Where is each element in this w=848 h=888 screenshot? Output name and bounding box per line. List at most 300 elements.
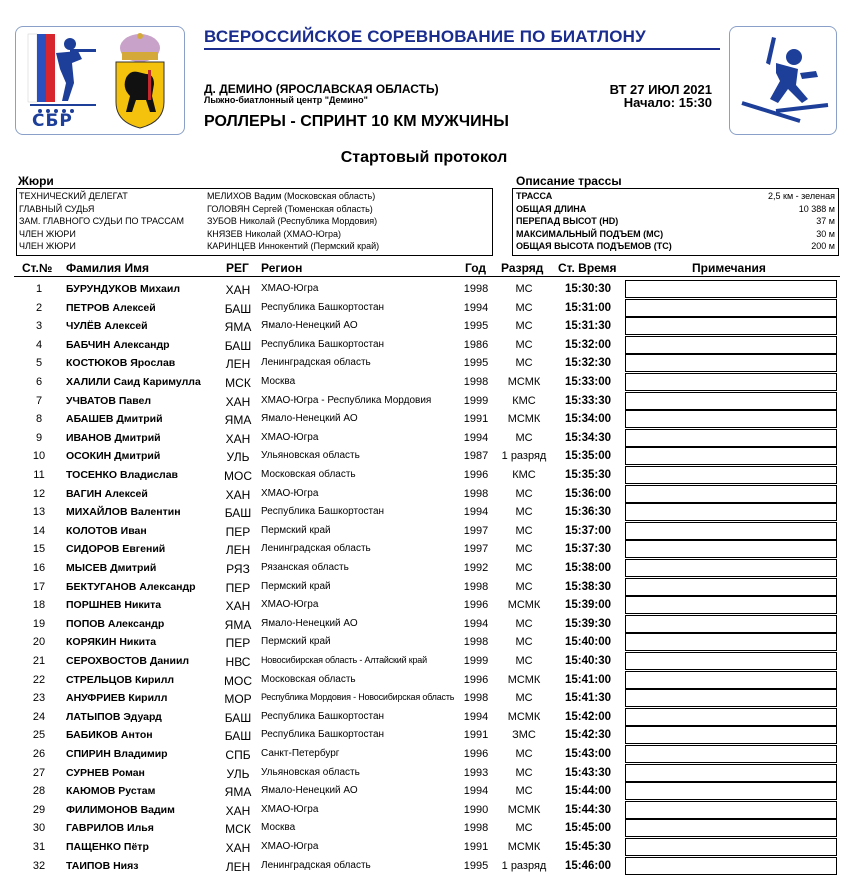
table-row	[0, 708, 848, 727]
athlete-name: ВАГИН Алексей	[66, 487, 148, 500]
athlete-birth-year: 1994	[463, 710, 489, 723]
jury-role: ЧЛЕН ЖЮРИ	[19, 241, 76, 252]
athlete-start-time: 15:44:00	[564, 785, 612, 798]
notes-cell[interactable]	[625, 466, 837, 484]
athlete-start-time: 15:43:00	[564, 748, 612, 760]
course-label: ОБЩАЯ ВЫСОТА ПОДЪЕМОВ (TC)	[516, 241, 672, 252]
athlete-start-number: 8	[35, 413, 43, 426]
col-header-notes: Примечания	[692, 261, 766, 275]
athlete-region: ХМАО-Югра	[261, 803, 319, 815]
athlete-region-code: ХАН	[225, 283, 251, 297]
athlete-rank: 1 разряд	[501, 859, 547, 872]
notes-cell[interactable]	[625, 708, 837, 726]
athlete-birth-year: 1995	[463, 859, 489, 872]
athlete-region: Республика Мордовия - Новосибирская область	[261, 692, 455, 703]
athlete-region-code: МОС	[224, 469, 252, 483]
athlete-start-time: 15:33:00	[564, 376, 612, 388]
athlete-region-code: ЛЕН	[225, 859, 251, 874]
table-row	[0, 652, 848, 671]
athlete-region: Республика Башкортостан	[261, 506, 385, 518]
athlete-region-code: ЛЕН	[225, 357, 251, 372]
athlete-start-number: 22	[32, 673, 46, 686]
athlete-name: ТАИПОВ Нияз	[66, 859, 139, 872]
athlete-name: ОСОКИН Дмитрий	[66, 450, 161, 463]
athlete-start-time: 15:40:30	[564, 655, 612, 667]
athlete-birth-year: 1996	[463, 748, 489, 760]
athlete-region: Ленинградская область	[261, 357, 371, 369]
athlete-start-time: 15:45:30	[564, 841, 612, 853]
athlete-start-number: 1	[35, 283, 43, 295]
table-row	[0, 317, 848, 336]
athlete-start-number: 10	[32, 450, 46, 463]
table-row	[0, 633, 848, 652]
notes-cell[interactable]	[625, 615, 837, 633]
athlete-birth-year: 1997	[463, 524, 489, 537]
col-header-no: Ст.№	[22, 261, 53, 275]
athlete-region-code: ПЕР	[225, 580, 251, 595]
athlete-region-code: МОР	[224, 692, 252, 707]
notes-cell[interactable]	[625, 559, 837, 577]
notes-cell[interactable]	[625, 633, 837, 651]
notes-cell[interactable]	[625, 596, 837, 614]
athlete-rank: МС	[515, 283, 533, 295]
athlete-region: Республика Башкортостан	[261, 710, 385, 722]
athlete-rank: МС	[515, 822, 533, 835]
athlete-region-code: БАШ	[224, 301, 252, 316]
jury-role: ЗАМ. ГЛАВНОГО СУДЬИ ПО ТРАССАМ	[19, 216, 185, 227]
athlete-region: Ямало-Ненецкий АО	[261, 785, 358, 797]
document-title: Стартовый протокол	[340, 149, 508, 166]
jury-role: ЧЛЕН ЖЮРИ	[19, 228, 76, 239]
notes-cell[interactable]	[625, 503, 837, 521]
athlete-rank: МСМК	[507, 803, 541, 816]
col-header-name: Фамилия Имя	[66, 261, 150, 275]
notes-cell[interactable]	[625, 745, 837, 763]
athlete-region: Республика Башкортостан	[261, 729, 385, 741]
athlete-rank: МСМК	[507, 710, 541, 723]
col-header-rank: Разряд	[501, 261, 544, 275]
athlete-region: Республика Башкортостан	[261, 338, 385, 350]
athlete-name: ТОСЕНКО Владислав	[66, 469, 178, 481]
course-value: 10 388 м	[798, 203, 835, 214]
notes-cell[interactable]	[625, 838, 837, 856]
athlete-start-time: 15:34:00	[564, 413, 612, 426]
table-row	[0, 857, 848, 876]
athlete-name: ПОПОВ Александр	[66, 617, 165, 630]
athlete-birth-year: 1993	[463, 766, 489, 779]
athlete-start-number: 15	[32, 543, 46, 556]
notes-cell[interactable]	[625, 652, 837, 670]
table-row	[0, 373, 848, 392]
course-value: 37 м	[816, 216, 835, 227]
athlete-start-time: 15:39:30	[564, 617, 612, 630]
course-title: Описание трассы	[516, 174, 622, 188]
athlete-region-code: ЯМА	[224, 617, 252, 632]
athlete-region: Московская область	[261, 673, 356, 685]
athlete-name: БУРУНДУКОВ Михаил	[66, 283, 181, 295]
athlete-region: Ленинградская область	[261, 859, 371, 871]
athlete-name: ЧУЛЁВ Алексей	[66, 320, 148, 333]
notes-cell[interactable]	[625, 689, 837, 707]
notes-cell[interactable]	[625, 317, 837, 335]
athlete-name: ЛАТЫПОВ Эдуард	[66, 710, 162, 723]
athlete-start-number: 23	[32, 692, 46, 705]
athlete-region: Пермский край	[261, 580, 331, 592]
athlete-start-number: 11	[33, 469, 45, 481]
athlete-start-number: 13	[32, 506, 46, 519]
notes-cell[interactable]	[625, 726, 837, 744]
athlete-region-code: УЛЬ	[226, 450, 250, 465]
notes-cell[interactable]	[625, 410, 837, 428]
table-row	[0, 671, 848, 690]
athlete-region: Москва	[261, 822, 296, 834]
location: Д. ДЕМИНО (ЯРОСЛАВСКАЯ ОБЛАСТЬ)	[204, 82, 439, 96]
athlete-rank: МС	[515, 320, 533, 333]
athlete-region: Ульяновская область	[261, 450, 360, 462]
notes-cell[interactable]	[625, 280, 837, 298]
athlete-start-time: 15:39:00	[564, 599, 612, 612]
table-row	[0, 540, 848, 559]
athlete-birth-year: 1994	[463, 785, 489, 798]
athlete-birth-year: 1998	[463, 822, 489, 835]
col-header-reg: РЕГ	[226, 261, 249, 275]
athlete-start-number: 12	[32, 487, 46, 500]
athlete-start-time: 15:31:30	[564, 320, 612, 333]
athlete-region: ХМАО-Югра	[261, 599, 319, 611]
notes-cell[interactable]	[625, 336, 837, 354]
notes-cell[interactable]	[625, 447, 837, 465]
athlete-region: Ленинградская область	[261, 543, 371, 555]
athlete-birth-year: 1987	[463, 450, 489, 463]
athlete-start-number: 3	[35, 320, 43, 333]
table-row	[0, 689, 848, 708]
course-label: ТРАССА	[516, 191, 553, 201]
athlete-birth-year: 1996	[463, 469, 489, 481]
table-row	[0, 819, 848, 838]
biathlon-logo	[729, 26, 837, 135]
athlete-region-code: ПЕР	[225, 524, 251, 539]
notes-cell[interactable]	[625, 373, 837, 391]
athlete-birth-year: 1991	[463, 841, 489, 853]
athlete-region: Ульяновская область	[261, 766, 360, 778]
athlete-region-code: БАШ	[224, 729, 252, 744]
athlete-start-time: 15:34:30	[564, 431, 612, 444]
athlete-region-code: БАШ	[224, 710, 252, 725]
athlete-birth-year: 1998	[463, 692, 489, 705]
athlete-rank: МСМК	[507, 599, 541, 612]
athlete-region-code: БАШ	[224, 338, 252, 353]
jury-person: МЕЛИХОВ Вадим (Московская область)	[207, 191, 376, 201]
course-box	[512, 188, 839, 256]
table-row	[0, 782, 848, 801]
athlete-start-number: 7	[35, 394, 43, 407]
athlete-start-time: 15:36:00	[564, 487, 612, 500]
athlete-name: КАЮМОВ Рустам	[66, 785, 156, 798]
athlete-start-time: 15:38:30	[564, 580, 612, 593]
athlete-region-code: МСК	[225, 376, 251, 390]
athlete-region-code: БАШ	[224, 506, 252, 521]
athlete-start-number: 5	[35, 357, 43, 370]
col-header-year: Год	[465, 261, 486, 275]
athlete-region: Республика Башкортостан	[261, 301, 385, 313]
athlete-region-code: ХАН	[225, 803, 251, 818]
athlete-start-time: 15:46:00	[564, 859, 612, 872]
table-row	[0, 615, 848, 634]
athlete-name: АБАШЕВ Дмитрий	[66, 413, 163, 426]
athlete-start-number: 21	[32, 655, 46, 667]
notes-cell[interactable]	[625, 671, 837, 689]
athlete-start-time: 15:38:00	[564, 562, 612, 574]
competition-title: ВСЕРОССИЙСКОЕ СОРЕВНОВАНИЕ ПО БИАТЛОНУ	[204, 27, 646, 46]
notes-cell[interactable]	[625, 354, 837, 372]
athlete-start-time: 15:41:00	[564, 673, 612, 686]
athlete-birth-year: 1995	[463, 320, 489, 333]
jury-title: Жюри	[18, 174, 54, 188]
athlete-birth-year: 1998	[463, 636, 489, 649]
athlete-name: СТРЕЛЬЦОВ Кирилл	[66, 673, 175, 686]
athlete-name: ПЕТРОВ Алексей	[66, 301, 156, 314]
athlete-name: КОРЯКИН Никита	[66, 636, 157, 649]
athlete-region: Новосибирская область - Алтайский край	[261, 655, 427, 665]
table-row	[0, 578, 848, 597]
table-row	[0, 299, 848, 318]
athlete-rank: МС	[515, 636, 533, 649]
athlete-start-time: 15:36:30	[564, 506, 612, 519]
athlete-region: Ямало-Ненецкий АО	[261, 617, 358, 629]
athlete-start-number: 31	[32, 841, 46, 853]
table-row	[0, 429, 848, 448]
col-header-region: Регион	[261, 261, 303, 275]
athlete-name: УЧВАТОВ Павел	[66, 394, 152, 407]
athlete-start-time: 15:33:30	[564, 394, 612, 407]
athlete-birth-year: 1999	[463, 394, 489, 407]
athlete-region-code: ЯМА	[224, 785, 252, 800]
athlete-birth-year: 1995	[463, 357, 489, 370]
athlete-rank: МС	[515, 692, 533, 705]
athlete-region-code: МСК	[225, 822, 251, 837]
athlete-rank: МС	[515, 562, 533, 574]
athlete-start-time: 15:35:30	[564, 469, 612, 481]
athlete-name: МИХАЙЛОВ Валентин	[66, 506, 181, 519]
notes-cell[interactable]	[625, 578, 837, 596]
athlete-birth-year: 1994	[463, 431, 489, 444]
athlete-birth-year: 1990	[463, 803, 489, 816]
table-row	[0, 764, 848, 783]
table-row	[0, 410, 848, 429]
athlete-start-time: 15:42:30	[564, 729, 612, 742]
athlete-rank: КМС	[512, 469, 536, 481]
jury-role: ГЛАВНЫЙ СУДЬЯ	[19, 203, 95, 214]
title-divider	[204, 48, 720, 50]
athlete-start-number: 14	[32, 524, 46, 537]
athlete-name: БЕКТУГАНОВ Александр	[66, 580, 196, 593]
athlete-name: СУРНЕВ Роман	[66, 766, 145, 779]
athlete-region-code: ЛЕН	[225, 543, 251, 558]
athlete-name: СПИРИН Владимир	[66, 748, 168, 760]
athlete-start-time: 15:35:00	[564, 450, 612, 463]
notes-cell[interactable]	[625, 522, 837, 540]
notes-cell[interactable]	[625, 764, 837, 782]
athlete-start-number: 17	[32, 580, 46, 593]
athlete-region-code: СПБ	[225, 748, 251, 762]
jury-role: ТЕХНИЧЕСКИЙ ДЕЛЕГАТ	[19, 191, 128, 201]
athlete-start-number: 16	[32, 562, 46, 574]
table-row	[0, 726, 848, 745]
athlete-rank: МС	[515, 617, 533, 630]
athlete-region: Пермский край	[261, 524, 331, 536]
athlete-name: КОЛОТОВ Иван	[66, 524, 147, 537]
athlete-rank: МС	[515, 580, 533, 593]
jury-person: КНЯЗЕВ Николай (ХМАО-Югра)	[207, 228, 342, 239]
athlete-birth-year: 1999	[463, 655, 489, 667]
athlete-rank: МСМК	[507, 376, 541, 388]
athlete-name: СИДОРОВ Евгений	[66, 543, 166, 556]
table-row	[0, 745, 848, 764]
athlete-start-number: 6	[35, 376, 43, 388]
header-divider	[14, 276, 840, 277]
athlete-birth-year: 1998	[463, 376, 489, 388]
athlete-rank: МС	[515, 543, 533, 556]
federation-logo-text: СБР	[32, 111, 73, 131]
athlete-start-time: 15:32:30	[564, 357, 612, 370]
athlete-birth-year: 1994	[463, 617, 489, 630]
table-row	[0, 503, 848, 522]
table-row	[0, 336, 848, 355]
athlete-name: ПАЩЕНКО Пётр	[66, 841, 149, 853]
athlete-rank: МСМК	[507, 673, 541, 686]
athlete-name: ПОРШНЕВ Никита	[66, 599, 162, 612]
athlete-name: ХАЛИЛИ Саид Каримулла	[66, 376, 201, 388]
athlete-start-number: 25	[32, 729, 46, 742]
notes-cell[interactable]	[625, 782, 837, 800]
athlete-name: БАБИКОВ Антон	[66, 729, 153, 742]
notes-cell[interactable]	[625, 392, 837, 410]
athlete-region: ХМАО-Югра - Республика Мордовия	[261, 394, 432, 406]
notes-cell[interactable]	[625, 857, 837, 875]
athlete-region: ХМАО-Югра	[261, 487, 319, 499]
biathlete-icon	[736, 33, 830, 127]
athlete-start-number: 29	[32, 803, 46, 816]
athlete-start-time: 15:41:30	[564, 692, 612, 705]
table-row	[0, 838, 848, 857]
athlete-rank: МС	[515, 748, 533, 760]
athlete-region-code: РЯЗ	[226, 562, 250, 576]
notes-cell[interactable]	[625, 801, 837, 819]
athlete-region-code: ХАН	[225, 431, 251, 446]
athlete-birth-year: 1986	[463, 338, 489, 351]
jury-person: ЗУБОВ Николай (Республика Мордовия)	[207, 216, 378, 227]
athlete-region: Московская область	[261, 469, 356, 480]
notes-cell[interactable]	[625, 485, 837, 503]
athlete-birth-year: 1997	[463, 543, 489, 556]
course-value: 200 м	[811, 241, 835, 252]
athlete-rank: МС	[515, 785, 533, 798]
athlete-region: Москва	[261, 376, 296, 387]
athlete-region-code: ХАН	[225, 841, 251, 855]
athlete-start-number: 9	[35, 431, 43, 444]
athlete-name: ИВАНОВ Дмитрий	[66, 431, 161, 444]
athlete-start-time: 15:42:00	[564, 710, 612, 723]
athlete-birth-year: 1992	[463, 562, 489, 574]
athlete-region-code: ХАН	[225, 487, 251, 502]
athlete-region-code: ЯМА	[224, 320, 252, 335]
athlete-rank: МС	[515, 524, 533, 537]
col-header-time: Ст. Время	[558, 261, 617, 275]
athlete-start-number: 20	[32, 636, 46, 649]
table-row	[0, 485, 848, 504]
athlete-start-time: 15:32:00	[564, 338, 612, 351]
athlete-region-code: ЯМА	[224, 413, 252, 428]
athlete-start-number: 19	[32, 617, 46, 630]
athlete-start-time: 15:37:30	[564, 543, 612, 556]
event-date: ВТ 27 ИЮЛ 2021	[609, 82, 712, 97]
course-label: ПЕРЕПАД ВЫСОТ (HD)	[516, 216, 619, 227]
event-title: РОЛЛЕРЫ - СПРИНТ 10 КМ МУЖЧИНЫ	[204, 113, 509, 130]
athlete-start-time: 15:31:00	[564, 301, 612, 314]
athlete-name: АНУФРИЕВ Кирилл	[66, 692, 168, 705]
athlete-region: Пермский край	[261, 636, 331, 648]
table-row	[0, 280, 848, 299]
athlete-rank: МСМК	[507, 413, 541, 426]
start-time: Начало: 15:30	[623, 95, 712, 110]
athlete-start-number: 18	[32, 599, 46, 612]
athlete-rank: МСМК	[507, 841, 541, 853]
athlete-rank: МС	[515, 766, 533, 779]
athlete-region-code: ХАН	[225, 599, 251, 614]
notes-cell[interactable]	[625, 299, 837, 317]
athlete-start-number: 24	[32, 710, 46, 723]
course-label: ОБЩАЯ ДЛИНА	[516, 203, 587, 214]
course-value: 2,5 км - зеленая	[768, 191, 835, 201]
athlete-start-time: 15:43:30	[564, 766, 612, 779]
venue: Лыжно-биатлонный центр "Демино"	[204, 95, 368, 105]
athlete-name: МЫСЕВ Дмитрий	[66, 562, 157, 574]
table-row	[0, 801, 848, 820]
athlete-birth-year: 1994	[463, 301, 489, 314]
table-row	[0, 354, 848, 373]
logos-left	[15, 26, 185, 135]
athlete-start-time: 15:30:30	[564, 283, 612, 295]
athlete-start-number: 4	[35, 338, 43, 351]
athlete-rank: МС	[515, 431, 533, 444]
athlete-start-number: 30	[32, 822, 46, 835]
jury-person: ГОЛОВЯН Сергей (Тюменская область)	[207, 203, 373, 214]
coat-of-arms-icon	[108, 30, 172, 130]
athlete-rank: МС	[515, 487, 533, 500]
athlete-rank: ЗМС	[512, 729, 536, 742]
athlete-birth-year: 1996	[463, 673, 489, 686]
athlete-region-code: НВС	[225, 655, 251, 669]
athlete-birth-year: 1994	[463, 506, 489, 519]
athlete-start-time: 15:45:00	[564, 822, 612, 835]
notes-cell[interactable]	[625, 429, 837, 447]
athlete-name: ФИЛИМОНОВ Вадим	[66, 803, 175, 816]
athlete-start-time: 15:40:00	[564, 636, 612, 649]
table-row	[0, 559, 848, 578]
table-row	[0, 522, 848, 541]
athlete-name: КОСТЮКОВ Ярослав	[66, 357, 176, 370]
notes-cell[interactable]	[625, 540, 837, 558]
athlete-region-code: ПЕР	[225, 636, 251, 651]
table-row	[0, 596, 848, 615]
course-label: МАКСИМАЛЬНЫЙ ПОДЪЕМ (MC)	[516, 228, 664, 239]
athlete-region: Ямало-Ненецкий АО	[261, 320, 358, 332]
table-row	[0, 466, 848, 485]
course-value: 30 м	[816, 228, 835, 239]
table-row	[0, 392, 848, 411]
notes-cell[interactable]	[625, 819, 837, 837]
athlete-region: Ямало-Ненецкий АО	[261, 413, 358, 425]
